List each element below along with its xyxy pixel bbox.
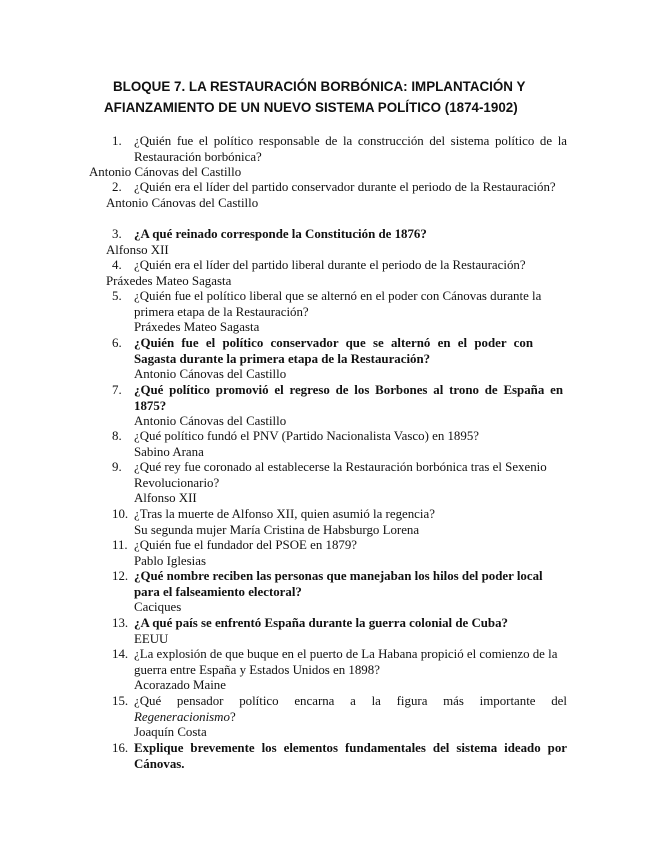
question-number: 4.: [112, 258, 122, 272]
answer-text: Caciques: [134, 600, 182, 615]
question-text-line: ¿Qué pensador político encarna a la figura más importante del: [134, 694, 567, 708]
answer-text: Práxedes Mateo Sagasta: [134, 320, 260, 335]
question-number: 6.: [112, 336, 122, 350]
question-number: 5.: [112, 289, 122, 303]
question-text-end: ?: [229, 709, 236, 724]
question-number: 15.: [112, 694, 129, 708]
question-text: ¿Quién fue el político responsable de la construcción del sistema político de la Restauración borbónica?: [134, 134, 567, 164]
question-number: 14.: [112, 647, 129, 661]
question-item-5: [112, 289, 567, 336]
answer-text: Sabino Arana: [134, 444, 204, 459]
question-item-6: [112, 336, 567, 383]
question-number: 9.: [112, 460, 122, 474]
question-text: ¿Quién fue el político conservador que se alternó en el poder con Sagasta durante la primera etapa de la Restauración?: [134, 336, 533, 366]
question-number: 12.: [112, 569, 129, 583]
question-text: ¿Quién fue el fundador del PSOE en 1879?: [134, 538, 358, 552]
question-number: 2.: [112, 180, 122, 194]
title-line-2: AFIANZAMIENTO DE UN NUEVO SISTEMA POLÍTICO (1874-1902): [104, 100, 518, 115]
question-text: ¿Qué rey fue coronado al establecerse la Restauración borbónica tras el Sexenio Revolucionario?: [134, 460, 547, 490]
question-item-8: [112, 429, 567, 460]
question-item-14: [112, 647, 567, 694]
title-line-1: BLOQUE 7. LA RESTAURACIÓN BORBÓNICA: IMPLANTACIÓN Y: [113, 79, 526, 94]
question-text: Explique brevemente los elementos fundamentales del sistema ideado por Cánovas.: [134, 741, 567, 771]
question-item-10: [112, 507, 567, 538]
question-emphasis: Regeneracionismo: [134, 709, 230, 724]
question-text: [112, 694, 567, 725]
answer-text: Antonio Cánovas del Castillo: [134, 414, 287, 429]
question-number: 16.: [112, 741, 129, 755]
question-item-1: [89, 134, 567, 181]
question-text: ¿A qué reinado corresponde la Constitución de 1876?: [134, 227, 427, 241]
question-text: ¿Tras la muerte de Alfonso XII, quien asumió la regencia?: [134, 507, 435, 521]
answer-text: Alfonso XII: [106, 242, 169, 257]
question-number: 7.: [112, 383, 122, 397]
question-number: 10.: [112, 507, 129, 521]
question-text: ¿Qué político promovió el regreso de los Borbones al trono de España en 1875?: [134, 383, 563, 413]
question-number: 8.: [112, 429, 122, 443]
question-text: ¿Quién era el líder del partido conservador durante el periodo de la Restauración?: [134, 180, 556, 194]
question-item-4: [106, 258, 567, 289]
question-number: 11.: [112, 538, 128, 552]
question-number: 1.: [112, 134, 122, 148]
question-number: 3.: [112, 227, 122, 241]
question-item-3: [106, 227, 567, 258]
question-item-9: [112, 460, 567, 507]
answer-text: Alfonso XII: [134, 491, 197, 506]
question-item-15: [112, 694, 567, 741]
question-text: ¿A qué país se enfrentó España durante la guerra colonial de Cuba?: [134, 616, 508, 630]
page-title: [104, 76, 584, 118]
question-text: ¿La explosión de que buque en el puerto de La Habana propició el comienzo de la guerra entre España y Estados Unidos en 1898?: [134, 647, 558, 677]
question-text: ¿Qué nombre reciben las personas que manejaban los hilos del poder local para el falseamiento electoral?: [134, 569, 543, 599]
answer-text: Antonio Cánovas del Castillo: [89, 165, 242, 180]
question-text: ¿Qué político fundó el PNV (Partido Nacionalista Vasco) en 1895?: [134, 429, 479, 443]
question-item-13: [112, 616, 567, 647]
answer-text: Joaquín Costa: [134, 725, 207, 740]
question-item-16: [112, 741, 567, 772]
question-item-11: [112, 538, 567, 569]
answer-text: Pablo Iglesias: [134, 553, 206, 568]
answer-text: Acorazado Maine: [134, 678, 226, 693]
answer-text: Antonio Cánovas del Castillo: [134, 367, 287, 382]
answer-text: Práxedes Mateo Sagasta: [106, 273, 232, 288]
answer-text: Su segunda mujer María Cristina de Habsburgo Lorena: [134, 522, 420, 537]
question-item-7: [112, 383, 567, 430]
question-number: 13.: [112, 616, 129, 630]
question-item-2: [106, 180, 567, 211]
answer-text: Antonio Cánovas del Castillo: [106, 195, 259, 210]
question-text: ¿Quién fue el político liberal que se alternó en el poder con Cánovas durante la primera etapa de la Restauración?: [134, 289, 542, 319]
answer-text: EEUU: [134, 631, 169, 646]
question-item-12: [112, 569, 567, 616]
question-text: ¿Quién era el líder del partido liberal durante el periodo de la Restauración?: [134, 258, 526, 272]
